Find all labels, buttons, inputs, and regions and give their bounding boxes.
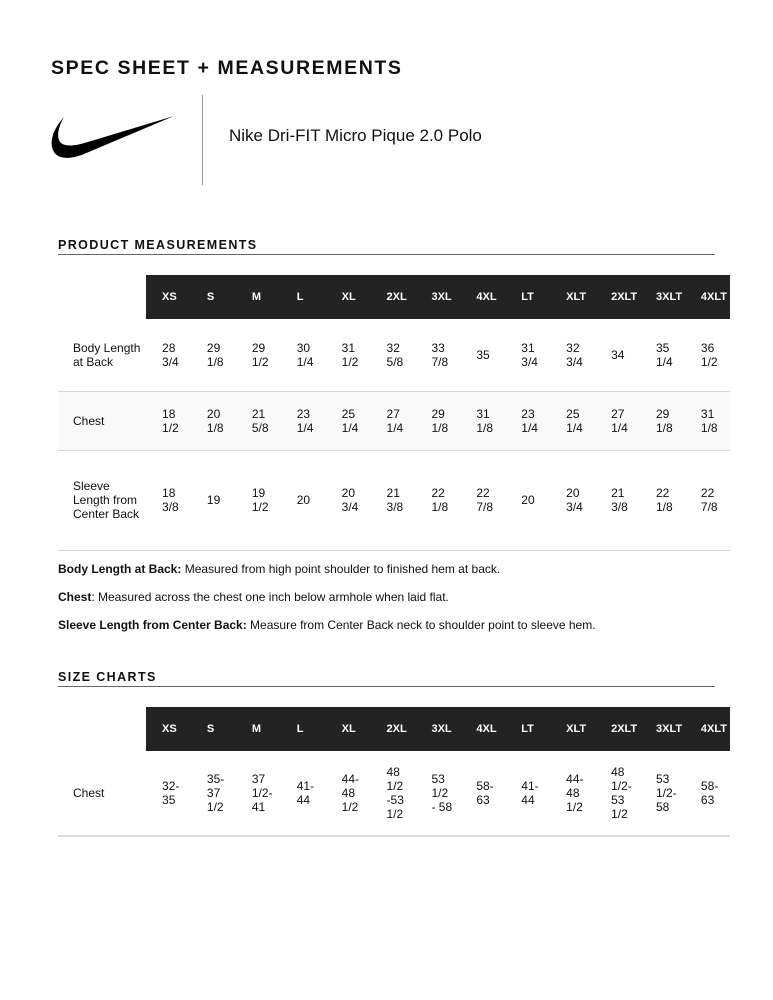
- header-divider: [202, 95, 203, 185]
- measurement-cell: 34: [595, 319, 640, 391]
- size-range-cell: 44-48 1/2: [326, 751, 371, 836]
- size-range-cell: 48 1/2 -53 1/2: [371, 751, 416, 836]
- size-header: XLT: [550, 707, 595, 751]
- size-header: 3XL: [415, 275, 460, 319]
- row-label: Chest: [58, 391, 146, 450]
- product-measurements-title: PRODUCT MEASUREMENTS: [58, 238, 715, 255]
- size-header: L: [281, 275, 326, 319]
- size-header: 2XLT: [595, 707, 640, 751]
- measurement-cell: 27 1/4: [595, 391, 640, 450]
- size-header: XL: [326, 275, 371, 319]
- note-chest: [58, 590, 596, 604]
- size-header: 4XLT: [685, 275, 730, 319]
- row-label: Body Length at Back: [58, 319, 146, 391]
- measurement-cell: 20 1/8: [191, 391, 236, 450]
- measurement-cell: 20 3/4: [326, 450, 371, 550]
- size-header: 3XL: [415, 707, 460, 751]
- measurement-cell: 20: [281, 450, 326, 550]
- size-charts-title: SIZE CHARTS: [58, 670, 715, 687]
- measurement-cell: 27 1/4: [371, 391, 416, 450]
- measurement-cell: 22 7/8: [685, 450, 730, 550]
- note-text: : Measured across the chest one inch below armhole when laid flat.: [91, 590, 449, 604]
- size-header: XS: [146, 707, 191, 751]
- measurement-cell: 21 3/8: [371, 450, 416, 550]
- row-label: Sleeve Length from Center Back: [58, 450, 146, 550]
- size-header: 4XL: [460, 275, 505, 319]
- measurement-cell: 33 7/8: [415, 319, 460, 391]
- note-sleeve-length: [58, 618, 596, 632]
- table-row-chest: [58, 391, 730, 450]
- measurement-cell: 23 1/4: [505, 391, 550, 450]
- note-text: Measure from Center Back neck to shoulder point to sleeve hem.: [246, 618, 596, 632]
- measurement-cell: 35: [460, 319, 505, 391]
- measurement-cell: 29 1/8: [415, 391, 460, 450]
- measurement-cell: 31 1/2: [326, 319, 371, 391]
- note-term: Body Length at Back:: [58, 562, 182, 576]
- nike-swoosh-logo: [50, 112, 176, 160]
- note-term: Chest: [58, 590, 92, 604]
- measurement-cell: 35 1/4: [640, 319, 685, 391]
- measurement-cell: 29 1/2: [236, 319, 281, 391]
- measurement-cell: 29 1/8: [640, 391, 685, 450]
- table-row-chest-size: [58, 751, 730, 836]
- measurement-cell: 22 7/8: [460, 450, 505, 550]
- size-header: XS: [146, 275, 191, 319]
- measurement-cell: 21 3/8: [595, 450, 640, 550]
- table-header-row: [58, 275, 730, 319]
- size-header: L: [281, 707, 326, 751]
- size-range-cell: 48 1/2-53 1/2: [595, 751, 640, 836]
- size-header: 3XLT: [640, 275, 685, 319]
- size-header: 4XLT: [685, 707, 730, 751]
- header-blank-cell: [58, 707, 146, 751]
- product-name: Nike Dri-FIT Micro Pique 2.0 Polo: [229, 126, 482, 145]
- size-range-cell: 44-48 1/2: [550, 751, 595, 836]
- size-range-cell: 53 1/2-58: [640, 751, 685, 836]
- measurement-cell: 30 1/4: [281, 319, 326, 391]
- table-row-body-length: [58, 319, 730, 391]
- measurement-cell: 32 5/8: [371, 319, 416, 391]
- page-title: SPEC SHEET + MEASUREMENTS: [51, 57, 403, 79]
- size-header: XL: [326, 707, 371, 751]
- row-label: Chest: [58, 751, 146, 836]
- measurement-cell: 18 1/2: [146, 391, 191, 450]
- size-header: 2XL: [371, 707, 416, 751]
- note-text: Measured from high point shoulder to finished hem at back.: [181, 562, 501, 576]
- measurement-cell: 25 1/4: [326, 391, 371, 450]
- size-range-cell: 37 1/2-41: [236, 751, 281, 836]
- measurement-cell: 25 1/4: [550, 391, 595, 450]
- size-header: 3XLT: [640, 707, 685, 751]
- table-row-sleeve-length: [58, 450, 730, 550]
- size-range-cell: 58-63: [460, 751, 505, 836]
- table-header-row: [58, 707, 730, 751]
- measurement-cell: 18 3/8: [146, 450, 191, 550]
- size-header: LT: [505, 275, 550, 319]
- measurement-cell: 19: [191, 450, 236, 550]
- measurement-cell: 19 1/2: [236, 450, 281, 550]
- size-header: XLT: [550, 275, 595, 319]
- measurement-notes: [58, 562, 596, 646]
- measurement-cell: 21 5/8: [236, 391, 281, 450]
- size-range-cell: 53 1/2 - 58: [415, 751, 460, 836]
- size-header: LT: [505, 707, 550, 751]
- measurement-cell: 29 1/8: [191, 319, 236, 391]
- size-range-cell: 41-44: [281, 751, 326, 836]
- measurement-cell: 31 1/8: [460, 391, 505, 450]
- size-range-cell: 58-63: [685, 751, 730, 836]
- measurement-cell: 28 3/4: [146, 319, 191, 391]
- size-header: M: [236, 707, 281, 751]
- size-range-cell: 32-35: [146, 751, 191, 836]
- note-body-length: [58, 562, 596, 576]
- size-header: 4XL: [460, 707, 505, 751]
- size-header: 2XLT: [595, 275, 640, 319]
- size-header: 2XL: [371, 275, 416, 319]
- measurement-cell: 36 1/2: [685, 319, 730, 391]
- size-range-cell: 35-37 1/2: [191, 751, 236, 836]
- measurement-cell: 31 3/4: [505, 319, 550, 391]
- measurement-cell: 32 3/4: [550, 319, 595, 391]
- measurement-cell: 23 1/4: [281, 391, 326, 450]
- size-range-cell: 41-44: [505, 751, 550, 836]
- size-chart-table: [58, 707, 730, 837]
- measurement-cell: 22 1/8: [640, 450, 685, 550]
- measurement-cell: 20 3/4: [550, 450, 595, 550]
- size-header: S: [191, 275, 236, 319]
- header-blank-cell: [58, 275, 146, 319]
- measurement-cell: 20: [505, 450, 550, 550]
- product-measurements-table: [58, 275, 730, 551]
- note-term: Sleeve Length from Center Back:: [58, 618, 247, 632]
- measurement-cell: 22 1/8: [415, 450, 460, 550]
- size-header: M: [236, 275, 281, 319]
- size-header: S: [191, 707, 236, 751]
- measurement-cell: 31 1/8: [685, 391, 730, 450]
